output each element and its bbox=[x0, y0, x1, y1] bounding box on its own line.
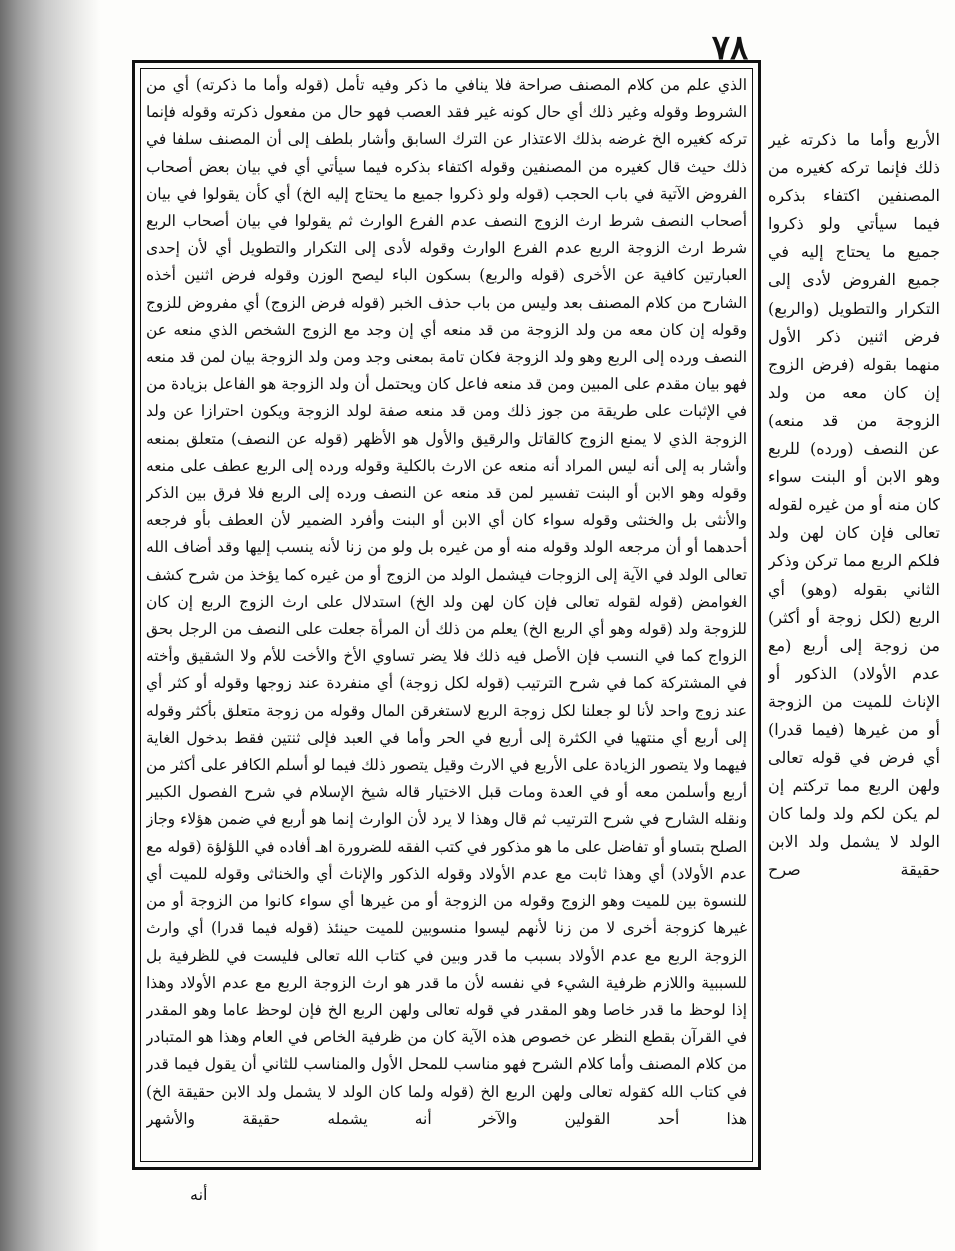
page-number: ٧٨ bbox=[711, 28, 749, 68]
commentary-paragraph: الذي علم من كلام المصنف صراحة فلا ينافي ما ذكر وفيه تأمل (قوله وأما ما ذكرته) أي من الشروط وقوله وغير ذلك أي حال كونه غير فقد العصب فهو حال من مفعول ذكرته وقوله فإنما تركه كغيره الخ غرضه بذلك الاعتذار عن الترك السابق وأشار بلطف إلى أن المصنف سلفا في ذلك حيث قال كغيره من المصنفين وقوله اكتفاء بذكره فيما سيأتي أي في بيان بعض أصحاب الفروض الآتية في باب الحجب (قوله ولو ذكروا جميع ما يحتاج إليه الخ) أي كأن يقولوا في بيان أصحاب النصف شرط ارث الزوج النصف عدم الفرع الوارث ثم يقولوا في بيان أصحاب الربع شرط ارث الزوجة الربع عدم الفرع الوارث وقوله لأدى إلى التكرار والتطويل أي لأن إحدى العبارتين كافية عن الأخرى (قوله والربع) بسكون الباء ليصح الوزن وقوله فرض اثنين أخذه الشارح من كلام المصنف بعد وليس من باب حذف الخبر (قوله فرض الزوج) أي مفروض للزوج وقوله إن كان معه من ولد الزوجة من قد منعه أي إن وجد مع الزوج الشخص الذي منعه عن النصف ورده إلى الربع وهو ولد الزوجة فكان تامة بمعنى وجد ومن ولد الزوجة بيان لمن قد منعه فهو بيان مقدم على المبين ومن قد منعه فاعل كان ويحتمل أن ولد الزوجة هو الفاعل بزيادة من في الإثبات على طريقة من جوز ذلك ومن قد منعه صفة لولد الزوجة ويكون احترازا عن ولد الزوجة الذي لا يمنع الزوج كالقاتل والرقيق والأول هو الأظهر (قوله عن النصف) متعلق بمنعه وأشار به إلى أنه ليس المراد أنه منعه عن الارث بالكلية وقوله ورده إلى الربع عطف على منعه وقوله وهو الابن أو البنت تفسير لمن قد منعه عن النصف ورده إلى الربع فلا فرق بين الذكر والأنثى بل والخنثى وقوله سواء كان أي الابن أو البنت وأفرد الضمير لأن العطف بأو فرجعه أحدهما أو أن مرجعه الولد وقوله منه أو من غيره بل ولو من زنا لأنه ينسب إليها وقد أضاف الله تعالى الولد في الآية إلى الزوجات فيشمل الولد من الزوج أو من غيره كما يؤخذ من شرح كشف الغوامض (قوله لقوله تعالى فإن كان لهن ولد الخ) استدلال على ارث الزوج الربع إن كان للزوجة ولد (قوله وهو أي الربع الخ) يعلم من ذلك أن المرأة جعلت على النصف من الرجل بحق الزواج كما في النسب فإن الأصل فيه ذلك فلا يضر تساوي الأخ والأخت للأم ولا الشقيق وأخته في المشتركة كما في شرح الترتيب (قوله لكل زوجة) أي منفردة عند زوجها وقوله أو كثر أي عند زوج واحد لأنا لو جعلنا لكل زوجة الربع لاستغرقن المال وقوله من زوجة متعلق بأكثر وقوله إلى أربع أي منتهيا في الكثرة إلى أربع في الحر وأما في العبد فإلى ثنتين فقط بدخول الغاية فيهما ولا يتصور الزيادة على الأربع في الارث وقيل يتصور ذلك فيما لو أسلم الكافر على أكثر من أربع وأسلمن معه أو في العدة ومات قبل الاختيار قاله شيخ الإسلام في شرح الفصول الكبير ونقله الشارح في شرح الترتيب ثم قال وهذا لا يرد لأن الوارث إنما هو أربع في ضمن هؤلاء وجاز الصلح بتساو أو تفاضل على ما هو مذكور في كتب الفقه للضرورة اهـ أفاده في اللؤلؤة (قوله مع عدم الأولاد) أي وهذا ثابت مع عدم الأولاد وقوله الذكور والإناث أي والخناثى وقوله للميت أي للنسوة بين للميت وهو الزوج وقوله من الزوجة أو من غيرها أي سواء كانوا من الزوجة أو من غيرها كزوجة أخرى لا من زنا لأنهم ليسوا منسوبين للميت حينئذ (قوله فيما قدرا) أي وارث الزوجة الربع مع عدم الأولاد بسبب ما قدر وبين في كتاب الله تعالى فليست في للظرفية بل للسببية واللازم ظرفية الشيء في نفسه لأن ما قدر هو ارث الزوجة الربع مع عدم الأولاد وهذا إذا لوحظ ما قدر خاصا وهو المقدر في قوله تعالى ولهن الربع الخ فإن لوحظ عاما وهو المقدر في القرآن بقطع النظر عن خصوص هذه الآية كان من ظرفية الخاص في العام وهذا هو المتبادر من كلام المصنف وأما كلام الشرح فهو مناسب للمحل الأول والمناسب للثاني أن يقول فيما قدر في كتاب الله كقوله تعالى ولهن الربع الخ (قوله ولما كان الولد لا يشمل ولد الابن حقيقة الخ) هذا أحد القولين والآخر أنه يشمله حقيقة والأشهر bbox=[146, 76, 747, 1128]
book-spine-shadow bbox=[0, 0, 100, 1251]
catchword: أنه bbox=[190, 1185, 208, 1204]
margin-paragraph-1: الأربع وأما ما ذكرته غير ذلك فإنما تركه كغيره من المصنفين اكتفاء بذكره فيما سيأتي ولو ذكروا جميع ما يحتاج إليه في جميع الفروض لأدى إلى التكرار والتطويل (والربع) فرض اثنين ذكر الأول منهما بقوله (فرض الزوج إن كان معه من ولد الزوجة من قد منعه) bbox=[768, 130, 940, 430]
margin-source-text bbox=[768, 126, 940, 1096]
margin-paragraph-2: عن النصف (ورده) للربع وهو الابن أو البنت سواء كان منه أو من غيره لقوله تعالى فإن كان لهن ولد فلكم الربع مما تركن وذكر الثاني بقوله (وهو) أي الربع (لكل زوجة أو أكثر) من زوجة إلى أربع (مع عدم الأولاد) الذكور أو الإناث للميت من الزوجة أو من غيرها (فيما قدرا) أي فرض في قوله تعالى ولهن الربع مما تركتم إن لم يكن لكم ولد ولما كان الولد لا يشمل ولد الابن حقيقة صرح bbox=[768, 439, 940, 880]
commentary-text-block bbox=[146, 72, 747, 1158]
